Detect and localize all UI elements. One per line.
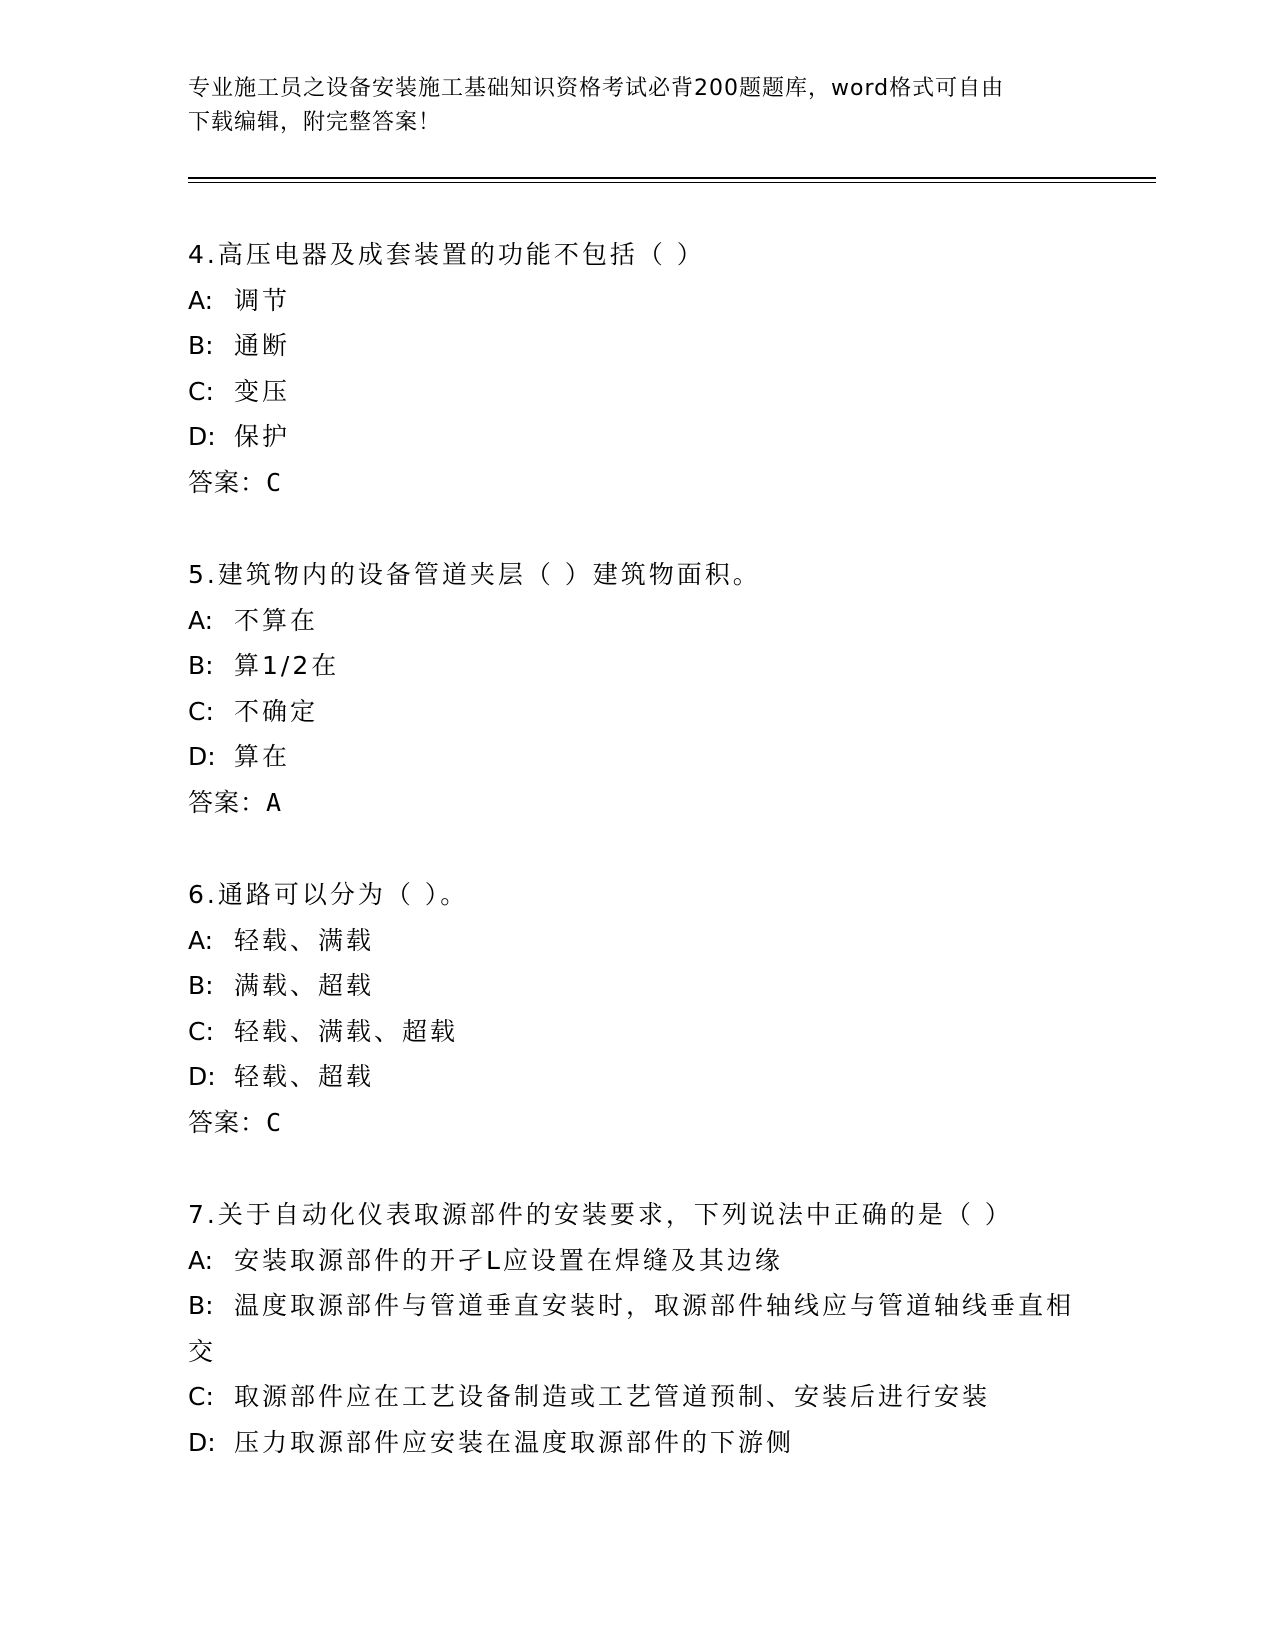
option-b <box>188 643 1088 689</box>
option-text: 变压 <box>234 376 291 406</box>
option-letter: B: <box>188 1291 214 1320</box>
answer-label: 答案： <box>188 1107 267 1137</box>
question-7 <box>188 1192 1088 1465</box>
question-list <box>188 232 1088 1512</box>
option-c <box>188 1009 1088 1055</box>
option-c <box>188 689 1088 735</box>
option-d <box>188 734 1088 780</box>
option-letter: D: <box>188 422 216 451</box>
answer-label: 答案： <box>188 787 267 817</box>
answer-value: A <box>266 787 283 817</box>
option-letter: D: <box>188 1427 216 1457</box>
option-text: 保护 <box>234 422 291 451</box>
option-d <box>188 1420 1088 1466</box>
header-line-1: 专业施工员之设备安装施工基础知识资格考试必背200题题库，word格式可自由 <box>188 76 1005 101</box>
document-header <box>188 72 1068 140</box>
answer-line <box>188 460 1088 506</box>
option-letter: A: <box>188 605 214 635</box>
option-letter: B: <box>188 331 214 360</box>
option-letter: C: <box>188 1382 214 1411</box>
option-letter: D: <box>188 1062 216 1091</box>
option-text: 通断 <box>234 331 291 360</box>
option-text: 不确定 <box>234 696 319 726</box>
question-stem: 5.建筑物内的设备管道夹层（ ）建筑物面积。 <box>188 560 761 589</box>
option-text: 轻载、满载 <box>234 925 375 955</box>
option-text: 满载、超载 <box>234 971 375 1000</box>
question-stem: 4.高压电器及成套装置的功能不包括（ ） <box>188 240 705 269</box>
option-text: 不算在 <box>234 605 319 635</box>
option-text: 算1/2在 <box>234 651 340 680</box>
option-letter: A: <box>188 285 214 315</box>
answer-value: C <box>266 1107 283 1137</box>
option-a <box>188 1238 1088 1284</box>
option-text: 调节 <box>234 285 291 315</box>
option-b <box>188 323 1088 369</box>
option-text: 算在 <box>234 742 291 771</box>
option-letter: A: <box>188 1245 214 1275</box>
question-6 <box>188 872 1088 1145</box>
option-letter: C: <box>188 696 214 726</box>
option-b <box>188 963 1088 1009</box>
question-4 <box>188 232 1088 505</box>
question-5 <box>188 552 1088 825</box>
option-d <box>188 414 1088 460</box>
option-letter: B: <box>188 971 214 1000</box>
option-letter: A: <box>188 925 214 955</box>
option-letter: D: <box>188 742 216 771</box>
option-letter: B: <box>188 651 214 680</box>
answer-label: 答案： <box>188 467 267 497</box>
option-text: 安装取源部件的开孑L应设置在焊缝及其边缘 <box>234 1245 783 1275</box>
option-d <box>188 1054 1088 1100</box>
header-divider-thin <box>188 182 1156 183</box>
question-stem: 7.关于自动化仪表取源部件的安装要求，下列说法中正确的是（ ） <box>188 1200 1013 1229</box>
answer-value: C <box>266 467 283 497</box>
option-text: 温度取源部件与管道垂直安装时，取源部件轴线应与管道轴线垂直相交 <box>188 1291 1075 1366</box>
option-b <box>188 1283 1088 1374</box>
option-text: 压力取源部件应安装在温度取源部件的下游侧 <box>234 1427 795 1457</box>
option-a <box>188 278 1088 324</box>
option-a <box>188 598 1088 644</box>
option-text: 轻载、满载、超载 <box>234 1016 459 1046</box>
option-text: 取源部件应在工艺设备制造或工艺管道预制、安装后进行安装 <box>234 1382 991 1411</box>
option-a <box>188 918 1088 964</box>
option-letter: C: <box>188 1016 214 1046</box>
option-c <box>188 1374 1088 1420</box>
answer-line <box>188 780 1088 826</box>
header-line-2: 下载编辑，附完整答案！ <box>188 110 442 135</box>
answer-line <box>188 1100 1088 1146</box>
option-letter: C: <box>188 376 214 406</box>
option-c <box>188 369 1088 415</box>
header-divider-thick <box>188 177 1156 179</box>
question-stem: 6.通路可以分为（ ）。 <box>188 880 469 909</box>
option-text: 轻载、超载 <box>234 1062 375 1091</box>
